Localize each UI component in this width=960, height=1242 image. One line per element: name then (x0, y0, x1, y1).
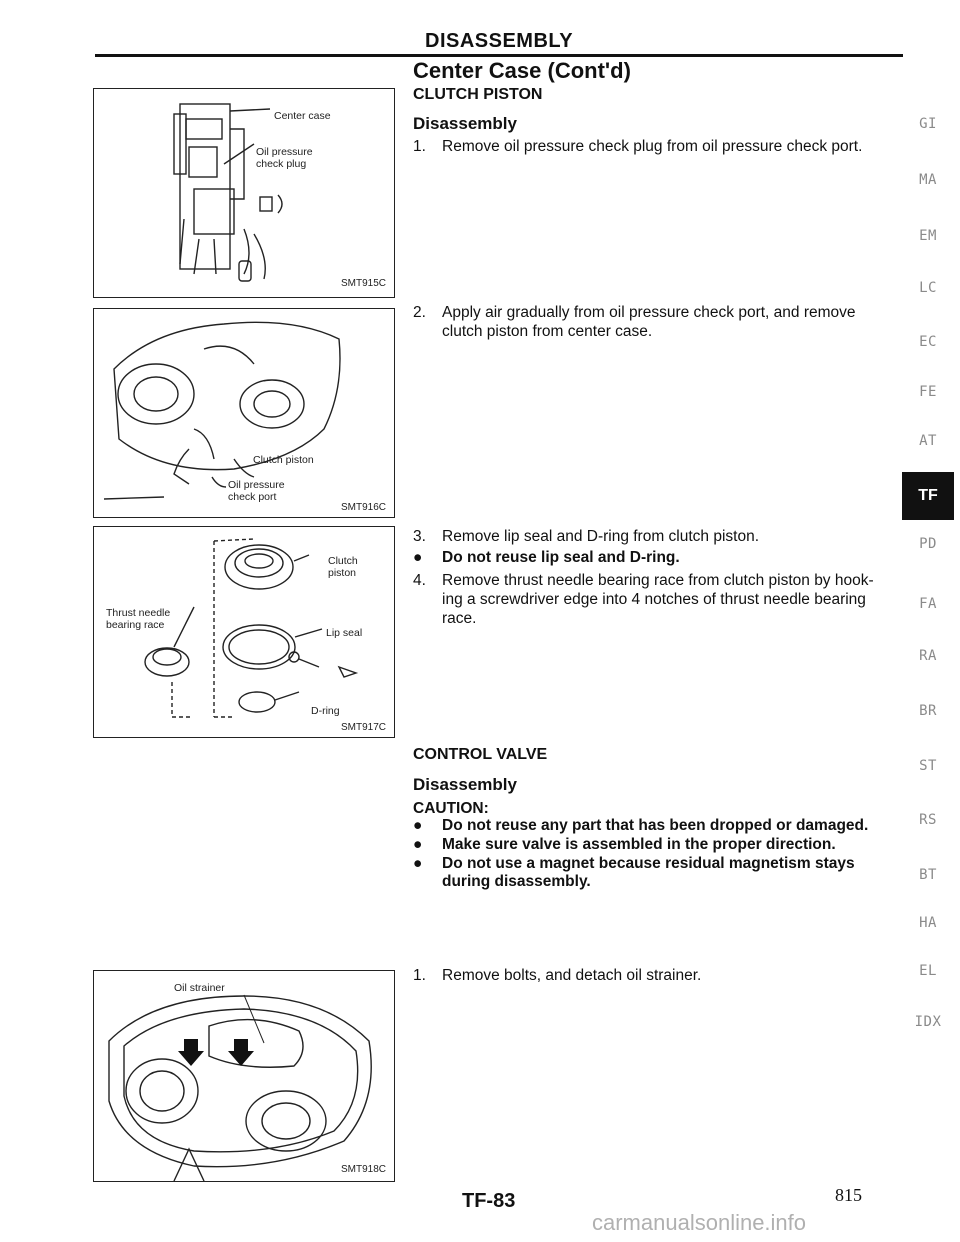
footer-page-code: TF-83 (462, 1190, 516, 1212)
bullet-icon: ● (413, 855, 423, 872)
figure-center-case (93, 88, 395, 298)
figure-code: SMT917C (341, 722, 387, 733)
side-tab-at[interactable]: AT (919, 433, 937, 449)
side-tab-fe[interactable]: FE (919, 384, 937, 400)
label-clutch-piston: Clutch piston (328, 555, 358, 579)
caution-item: ● Make sure valve is assembled in the proper direction. (413, 836, 836, 853)
step-4: 4. Remove thrust needle bearing race from clutch piston by hook- ing a screwdriver edge into 4 notches of thrust needle bearing race. (413, 572, 874, 627)
section-title: Center Case (Cont'd) (413, 58, 631, 83)
label-lip-seal: Lip seal (326, 627, 363, 639)
side-tab-gi[interactable]: GI (919, 116, 937, 132)
watermark: carmanualsonline.info (592, 1210, 807, 1235)
center-case-illustration (94, 89, 394, 297)
step-2: 2. Apply air gradually from oil pressure check port, and remove clutch piston from center case. (413, 304, 856, 340)
label-oil-strainer: Oil strainer (174, 982, 225, 994)
side-tab-bt[interactable]: BT (919, 867, 937, 883)
bullet-icon: ● (413, 817, 423, 834)
side-tab-idx[interactable]: IDX (914, 1014, 942, 1030)
control-valve-heading: CONTROL VALVE (413, 746, 548, 763)
figure-clutch-piston-parts (93, 526, 395, 738)
oil-strainer-illustration (94, 971, 394, 1181)
figure-oil-strainer (93, 970, 395, 1182)
bullet-icon: ● (413, 836, 423, 853)
side-tab-el[interactable]: EL (919, 963, 937, 979)
label-oil-pressure-check-plug: Oil pressure check plug (256, 146, 313, 170)
side-tab-st[interactable]: ST (919, 758, 937, 774)
side-tab-br[interactable]: BR (919, 703, 937, 719)
footer-page-number: 815 (835, 1185, 862, 1205)
side-tab-ra[interactable]: RA (919, 648, 937, 664)
caution-label: CAUTION: (413, 800, 489, 817)
bullet-no-reuse-lip-seal: ● Do not reuse lip seal and D-ring. (413, 549, 680, 566)
header-rule (95, 54, 903, 57)
side-tab-ma[interactable]: MA (919, 172, 937, 188)
side-tab-tf-active[interactable]: TF (902, 472, 954, 520)
side-tab-pd[interactable]: PD (919, 536, 937, 552)
figure-code: SMT918C (341, 1164, 387, 1175)
side-tab-rs[interactable]: RS (919, 812, 937, 828)
clutch-piston-heading: CLUTCH PISTON (413, 86, 543, 103)
side-tab-lc[interactable]: LC (919, 280, 937, 296)
figure-clutch-piston-removal (93, 308, 395, 518)
caution-item: ● Do not reuse any part that has been dropped or damaged. (413, 817, 869, 834)
control-valve-disassembly-heading: Disassembly (413, 775, 517, 794)
step-3: 3. Remove lip seal and D-ring from clutch piston. (413, 528, 760, 545)
side-tab-ha[interactable]: HA (919, 915, 937, 931)
label-clutch-piston: Clutch piston (253, 454, 314, 466)
figure-code: SMT915C (341, 278, 387, 289)
clutch-piston-disassembly-heading: Disassembly (413, 114, 517, 133)
page-header-title: DISASSEMBLY (425, 30, 574, 52)
side-tab-ec[interactable]: EC (919, 334, 937, 350)
label-oil-pressure-check-port: Oil pressure check port (228, 479, 285, 503)
label-thrust-needle-bearing-race: Thrust needle bearing race (106, 607, 171, 631)
cv-step-1: 1. Remove bolts, and detach oil strainer. (413, 967, 702, 984)
figure-code: SMT916C (341, 502, 387, 513)
side-tab-em[interactable]: EM (919, 228, 937, 244)
caution-item: ● Do not use a magnet because residual magnetism stays during disassembly. (413, 855, 855, 890)
step-1: 1. Remove oil pressure check plug from oil pressure check port. (413, 138, 863, 155)
bullet-icon: ● (413, 549, 423, 566)
label-d-ring: D-ring (311, 705, 340, 717)
side-tab-fa[interactable]: FA (919, 596, 937, 612)
label-center-case: Center case (274, 110, 331, 122)
